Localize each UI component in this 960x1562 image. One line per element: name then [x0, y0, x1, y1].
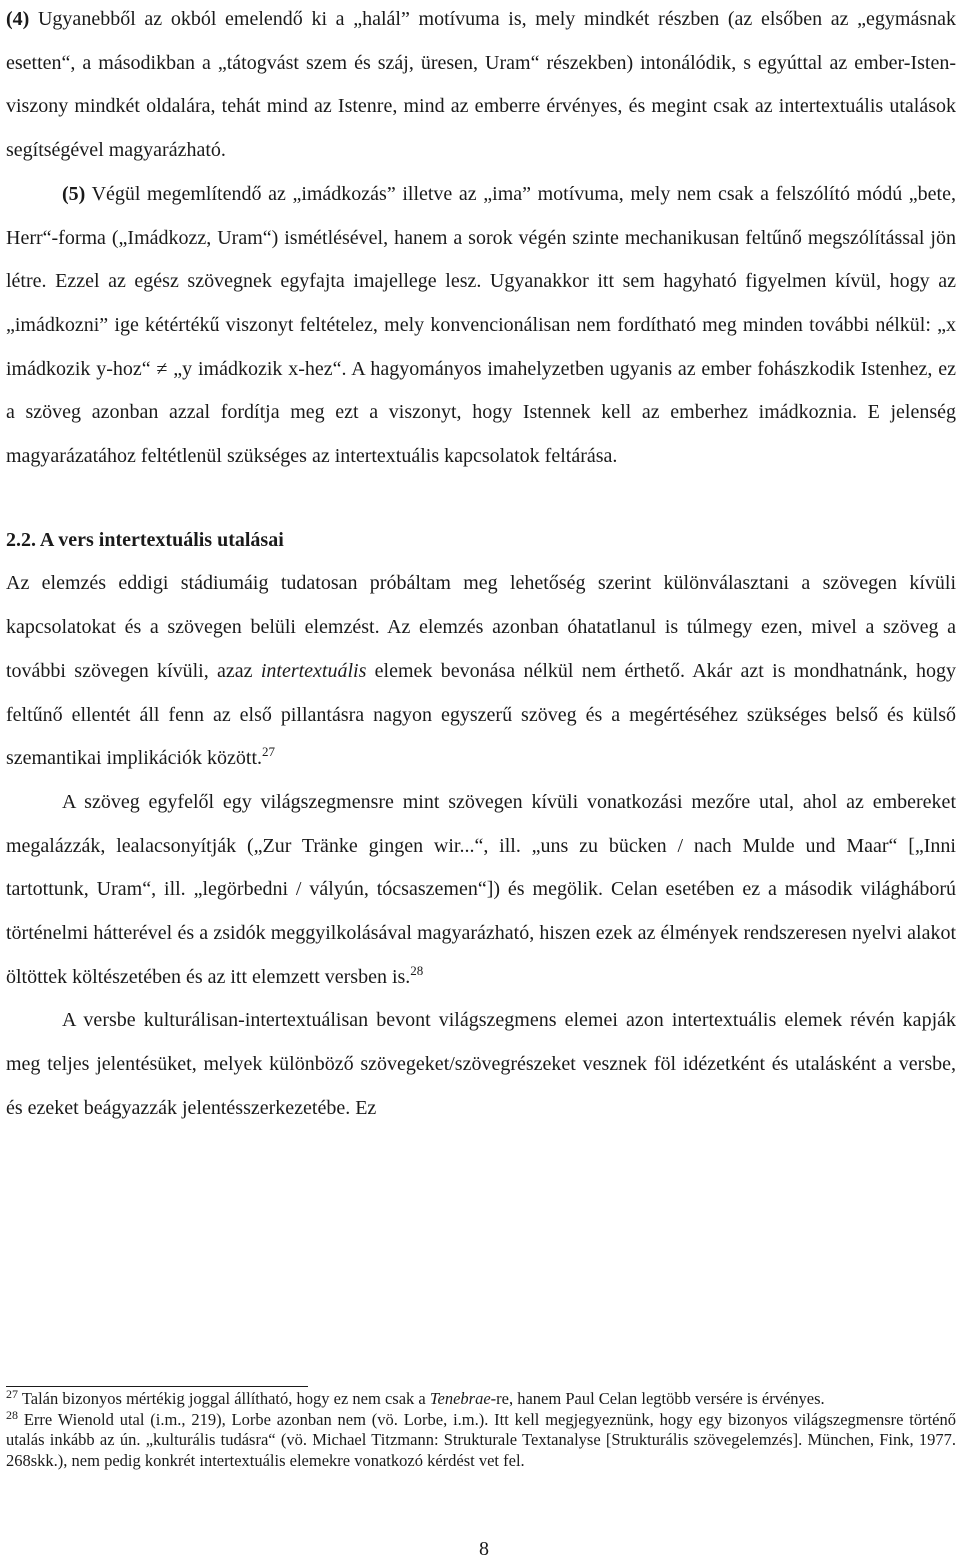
paragraph-5: [6, 173, 956, 479]
footnote-divider: [6, 1386, 308, 1387]
page-number: 8: [479, 1538, 489, 1560]
document-page: [6, 0, 956, 1131]
paragraph-text: Az elemzés eddigi stádiumáig tudatosan próbáltam meg lehetőség szerint különválasztani a szövegen kívüli kapcsolatokat és a szövegen belüli elemzést. Az elemzés azonban óhatatlanul is túlmegy ezen, mivel a szöveg a további szövegen kívüli, azaz: [6, 572, 956, 682]
footnote-28: [6, 1407, 956, 1472]
paragraph-4: [6, 0, 956, 173]
paragraph-label: (5): [62, 182, 86, 205]
footnote-ref[interactable]: 28: [410, 962, 424, 978]
paragraph-text: A szöveg egyfelől egy világszegmensre mint szövegen kívüli vonatkozási mezőre utal, ahol az embereket megalázzák, lealacsonyítják („Zur Tränke gingen wir...“, ill. „uns zu bücken / nach Mulde und Maar“ [„Inni tartottunk, Uram“, ill. „legörbedni / vályún, tócsaszemen“]) és megölik. Celan esetében ez a második világháború történelmi hátterével és a zsidók meggyilkolásával magyarázható, hiszen ezek az élmények rendszeresen nyelvi alakot öltöttek költészetében és az itt elemzett versben is.: [6, 790, 956, 988]
paragraph-text: Ugyanebből az okból emelendő ki a „halál” motívuma is, mely mindkét részben (az elsőben az „egymásnak esetten“, a másodikban a „tátogvást szem és száj, üresen, Uram“ részekben) intonálódik, s egyúttal az ember-Isten-viszony mindkét oldalára, tehát mind az Istenre, mind az emberre érvényes, és megint csak az intertextuális utalások segítségével magyarázható.: [6, 8, 956, 162]
paragraph-label: (4): [6, 8, 30, 30]
footnote-number: 28: [6, 1407, 18, 1422]
emphasis-text: Tenebrae: [429, 1389, 491, 1408]
section-heading: 2.2. A vers intertextuális utalásai: [6, 528, 284, 551]
emphasis-text: intertextuális: [260, 659, 367, 682]
paragraph-text: Végül megemlítendő az „imádkozás” illetve az „ima” motívuma, mely nem csak a felszólító módú „bete, Herr“-forma („Imádkozz, Uram“) ismétlésével, hanem a sorok végén szinte mechanikusan feltűnő megszólítással jön létre. Ezzel az egész szövegnek egyfajta imajellege lesz. Ugyanakkor itt sem hagyható figyelmen kívül, hogy az „imádkozni” ige kétértékű viszonyt feltételez, mely konvencionálisan nem fordítható meg minden további nélkül: „x imádkozik y-hoz“ ≠ „y imádkozik x-hez“. A hagyományos imahelyzetben ugyanis az ember fohászkodik Istenhez, ez a szöveg azonban azzal fordítja meg ezt a viszonyt, hogy Istennek kell az emberhez imádkoznia. E jelenség magyarázatához feltétlenül szükséges az intertextuális kapcsolatok feltárása.: [6, 182, 956, 468]
footnotes: [6, 1389, 956, 1471]
section-gap: [6, 479, 956, 519]
footnote-text: Talán bizonyos mértékig joggal állítható, hogy ez nem csak a: [18, 1389, 430, 1408]
paragraph-intro: [6, 562, 956, 781]
footnote-number: 27: [6, 1387, 18, 1401]
footnote-text: Erre Wienold utal (i.m., 219), Lorbe azonban nem (vö. Lorbe, i.m.). Itt kell megjegyeznünk, hogy egy bizonyos világszegmensre történő utalás inkább az ún. „kulturális tudásra“ (vö. Michael Titzmann: Strukturale Textanalyse [Strukturális szövegelemzés]. München, Fink, 1977. 268skk.), nem pedig konkrét intertextuális elemekre vonatkozó kérdést vet fel.: [6, 1409, 956, 1470]
footnote-text: -re, hanem Paul Celan legtöbb versére is érvényes.: [490, 1389, 825, 1408]
paragraph-cultural: A versbe kulturálisan-intertextuálisan bevont világszegmens elemei azon intertextuális elemek révén kapják meg teljes jelentésüket, melyek különböző szövegeket/szövegrészeket vesznek föl idézetként és utalásként a versbe, és ezeket beágyazzák jelentésszerkezetébe. Ez: [6, 1009, 956, 1119]
footnote-ref[interactable]: 27: [262, 744, 276, 760]
paragraph-text: elemek bevonása nélkül nem érthető. Akár azt is mondhatnánk, hogy feltűnő ellentét áll fenn az első pillantásra nagyon egyszerű szöveg és a megértéséhez szükséges belső és külső szemantikai implikációk között.: [6, 659, 956, 770]
footnote-27: [6, 1389, 956, 1410]
paragraph-world-segment: [6, 781, 956, 1000]
